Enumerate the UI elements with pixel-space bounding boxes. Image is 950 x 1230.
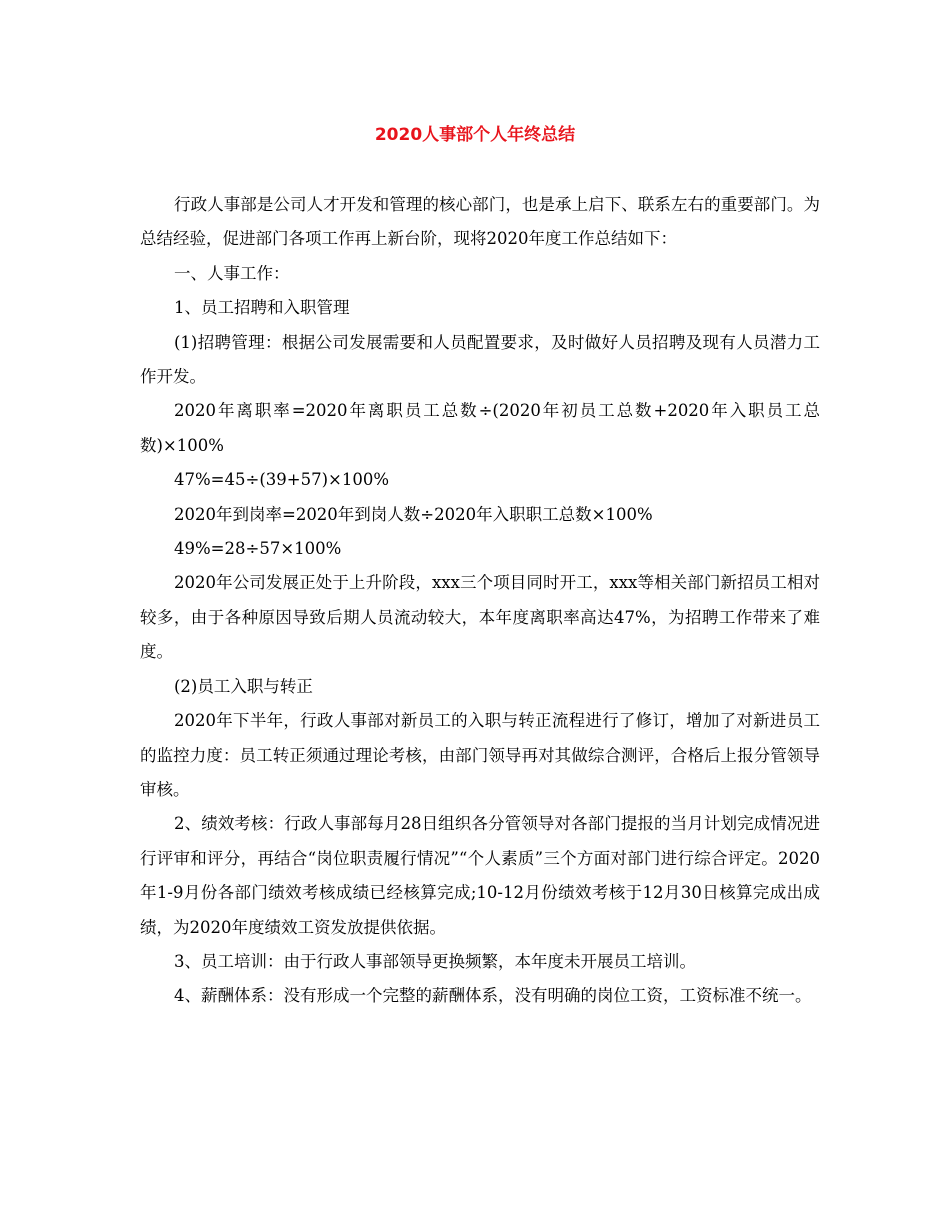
paragraph-recruitment-management: (1)招聘管理：根据公司发展需要和人员配置要求，及时做好人员招聘及现有人员潜力工作开发。 [140,332,820,387]
paragraph-recruitment-difficulty: 2020年公司发展正处于上升阶段，xxx三个项目同时开工，xxx等相关部门新招员工相对较多，由于各种原因导致后期人员流动较大，本年度离职率高达47%，为招聘工作带来了难度。 [140,573,820,662]
paragraph-intro: 行政人事部是公司人才开发和管理的核心部门，也是承上启下、联系左右的重要部门。为总结经验，促进部门各项工作再上新台阶，现将2020年度工作总结如下： [140,195,820,249]
paragraph-onboarding: 2020年下半年，行政人事部对新员工的入职与转正流程进行了修订，增加了对新进员工的监控力度：员工转正须通过理论考核，由部门领导再对其做综合测评，合格后上报分管领导审核。 [140,711,820,799]
formula-turnover-rate: 2020年离职率=2020年离职员工总数÷(2020年初员工总数+2020年入职员工总数)×100% [140,401,820,455]
paragraph-training: 3、员工培训：由于行政人事部领导更换频繁，本年度未开展员工培训。 [174,951,696,971]
formula-turnover-calc: 47%=45÷(39+57)×100% [174,470,390,490]
document-body [140,188,820,1014]
document-title: 2020人事部个人年终总结 [374,125,576,145]
heading-personnel-work: 一、人事工作： [174,263,290,283]
heading-recruitment: 1、员工招聘和入职管理 [174,298,350,318]
paragraph-salary: 4、薪酬体系：没有形成一个完整的薪酬体系，没有明确的岗位工资，工资标准不统一。 [174,986,812,1006]
heading-onboarding: (2)员工入职与转正 [174,676,313,696]
formula-arrival-calc: 49%=28÷57×100% [174,539,342,559]
formula-arrival-rate: 2020年到岗率=2020年到岗人数÷2020年入职职工总数×100% [174,504,653,524]
paragraph-performance: 2、绩效考核：行政人事部每月28日组织各分管领导对各部门提报的当月计划完成情况进行评审和评分，再结合“岗位职责履行情况”“个人素质”三个方面对部门进行综合评定。2020年1-9月份各部门绩效考核成绩已经核算完成;10-12月份绩效考核于12月30日核算完成出成绩，为2020年度绩效工资发放提供依据。 [140,814,820,937]
